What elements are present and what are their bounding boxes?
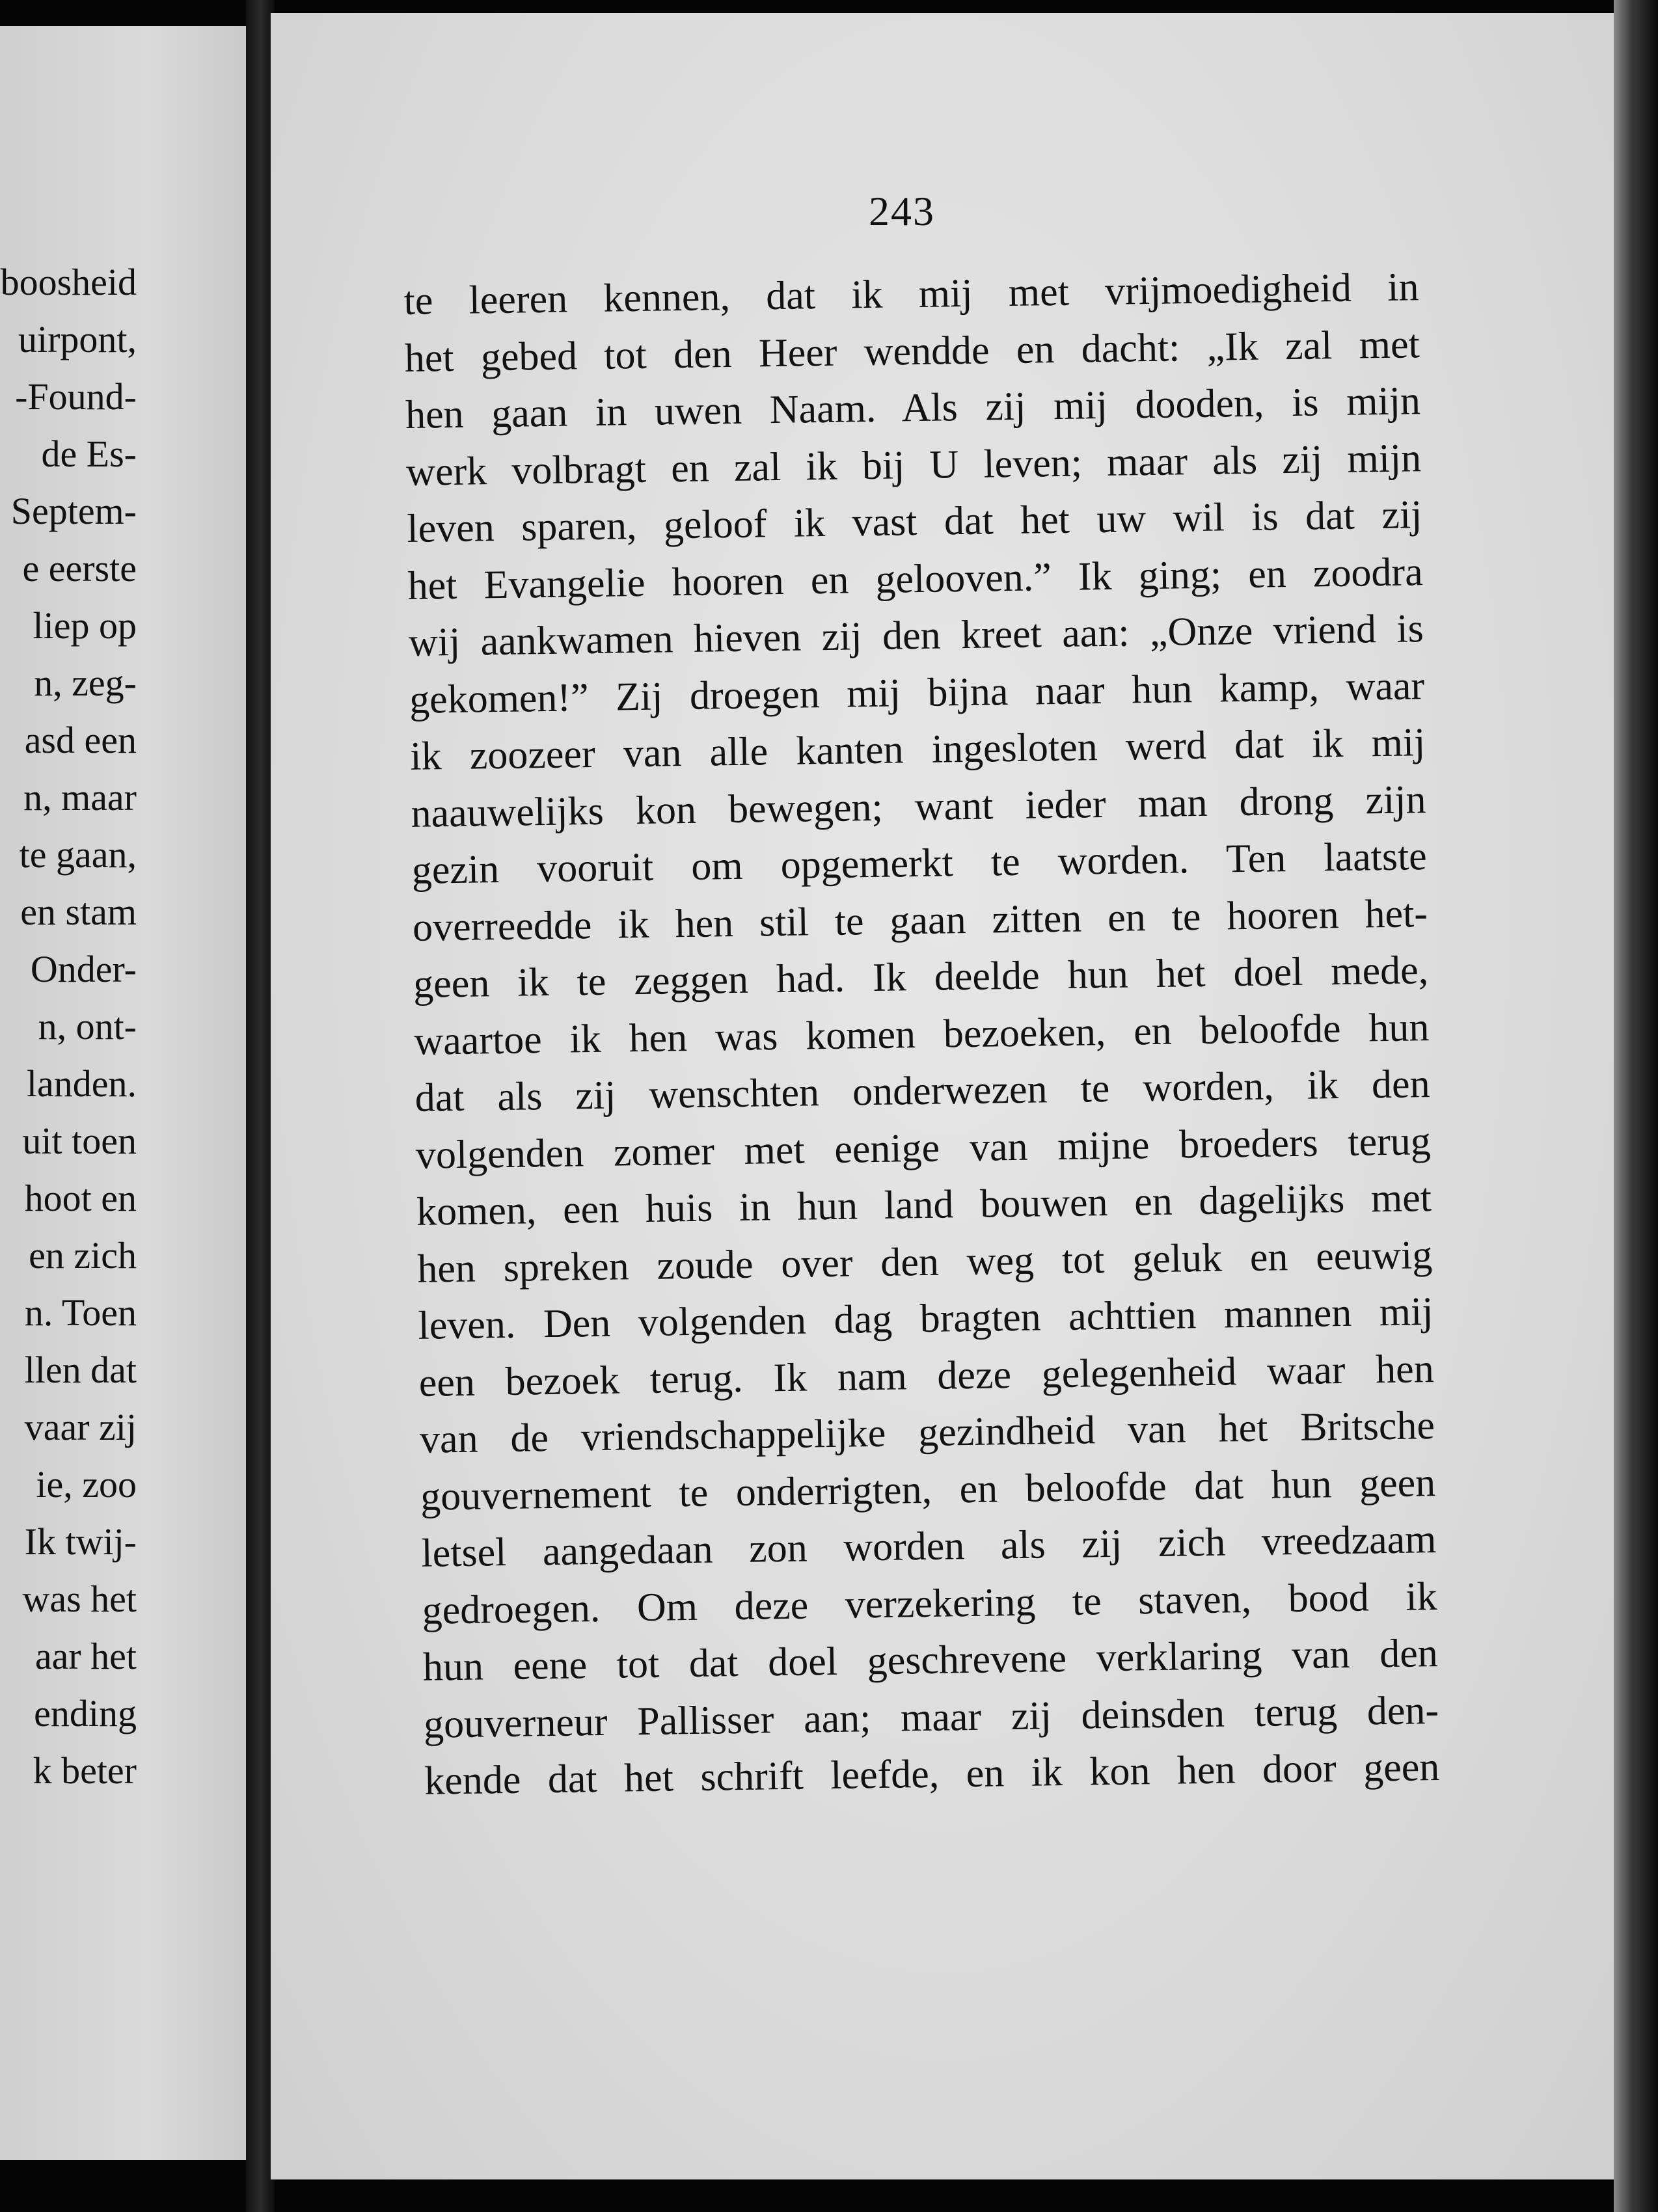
text-line: te leeren kennen, dat ik mij met vrijmoedigheid in: [403, 265, 1419, 323]
body-text: [403, 259, 1440, 1810]
left-page-line: n. Toen: [24, 1291, 137, 1334]
left-page-line: n, maar: [23, 776, 137, 818]
text-line: ik zoozeer van alle kanten ingesloten werd dat ik mij: [409, 720, 1426, 779]
left-page-text: [0, 254, 137, 1800]
left-page-line: e eerste: [22, 547, 137, 589]
left-page-line: n, ont-: [38, 1005, 137, 1047]
text-line: wij aankwamen hieven zij den kreet aan: „Onze vriend is: [408, 606, 1424, 665]
text-line: komen, een huis in hun land bouwen en dagelijks met: [416, 1176, 1432, 1234]
text-line: hen gaan in uwen Naam. Als zij mij dooden, is mijn: [405, 379, 1421, 437]
left-page-line: vaar zij: [24, 1406, 137, 1448]
left-page-line: hoot en: [24, 1177, 137, 1219]
text-line: gouverneur Pallisser aan; maar zij deinsden terug den-: [423, 1688, 1439, 1747]
text-line: gouvernement te onderrigten, en beloofde dat hun geen: [420, 1460, 1436, 1519]
text-line: werk volbragt en zal ik bij U leven; maar als zij mijn: [405, 435, 1422, 494]
left-page-line: te gaan,: [19, 833, 137, 876]
left-page-line: -Found-: [15, 375, 137, 418]
left-page-line: asd een: [24, 719, 137, 761]
page-edge: [1614, 0, 1658, 2212]
left-page-line: en zich: [29, 1234, 137, 1276]
text-line: leven sparen, geloof ik vast dat het uw wil is dat zij: [407, 492, 1422, 551]
text-line: gezin vooruit om opgemerkt te worden. Ten laatste: [411, 834, 1428, 893]
text-line: gekomen!” Zij droegen mij bijna naar hun kamp, waar: [409, 663, 1425, 722]
left-page-line: llen dat: [24, 1349, 137, 1391]
text-line: naauwelijks kon bewegen; want ieder man drong zijn: [411, 777, 1426, 836]
text-line: het gebed tot den Heer wendde en dacht: „Ik zal met: [404, 321, 1420, 381]
left-page-line: Onder-: [30, 948, 137, 990]
left-page-line: was het: [22, 1578, 137, 1620]
text-line: van de vriendschappelijke gezindheid van het Britsche: [419, 1403, 1435, 1462]
left-page-line: ending: [34, 1692, 137, 1734]
text-line: een bezoek terug. Ik nam deze gelegenheid waar hen: [418, 1346, 1435, 1405]
left-page-line: uit toen: [22, 1120, 137, 1162]
left-page-line: k beter: [33, 1749, 137, 1792]
left-facing-page: [0, 26, 247, 2160]
left-page-line: de Es-: [41, 433, 137, 475]
text-line: hen spreken zoude over den weg tot geluk en eeuwig: [416, 1232, 1433, 1291]
text-line: leven. Den volgenden dag bragten achttien mannen mij: [418, 1289, 1434, 1348]
text-line: gedroegen. Om deze verzekering te staven, bood ik: [422, 1574, 1438, 1633]
left-page-line: Ik twij-: [24, 1520, 137, 1563]
text-line: letsel aangedaan zon worden als zij zich vreedzaam: [421, 1517, 1437, 1576]
left-page-line: n, zeg-: [34, 662, 137, 704]
left-page-line: uirpont,: [18, 318, 137, 360]
text-line: hun eene tot dat doel geschrevene verklaring van den: [422, 1631, 1439, 1690]
page-number: 243: [869, 188, 935, 234]
left-page-line: Septem-: [10, 490, 137, 532]
text-line: overreedde ik hen stil te gaan zitten en te hooren het-: [412, 891, 1428, 950]
text-line: geen ik te zeggen had. Ik deelde hun het doel mede,: [413, 948, 1429, 1006]
left-page-line: ie, zoo: [36, 1463, 137, 1505]
text-line: waartoe ik hen was komen bezoeken, en beloofde hun: [414, 1005, 1430, 1064]
left-page-line: en stam: [20, 891, 137, 933]
text-line: volgenden zomer met eenige van mijne broeders terug: [415, 1118, 1432, 1178]
text-line: het Evangelie hooren en gelooven.” Ik ging; en zoodra: [407, 549, 1424, 608]
text-line: dat als zij wenschten onderwezen te worden, ik den: [414, 1062, 1431, 1120]
left-page-line: aar het: [34, 1635, 137, 1677]
left-page-line: landen.: [26, 1062, 137, 1105]
left-page-line: liep op: [33, 604, 137, 647]
text-line: kende dat het schrift leefde, en ik kon hen door geen: [424, 1744, 1440, 1803]
left-page-line: boosheid: [0, 261, 137, 303]
